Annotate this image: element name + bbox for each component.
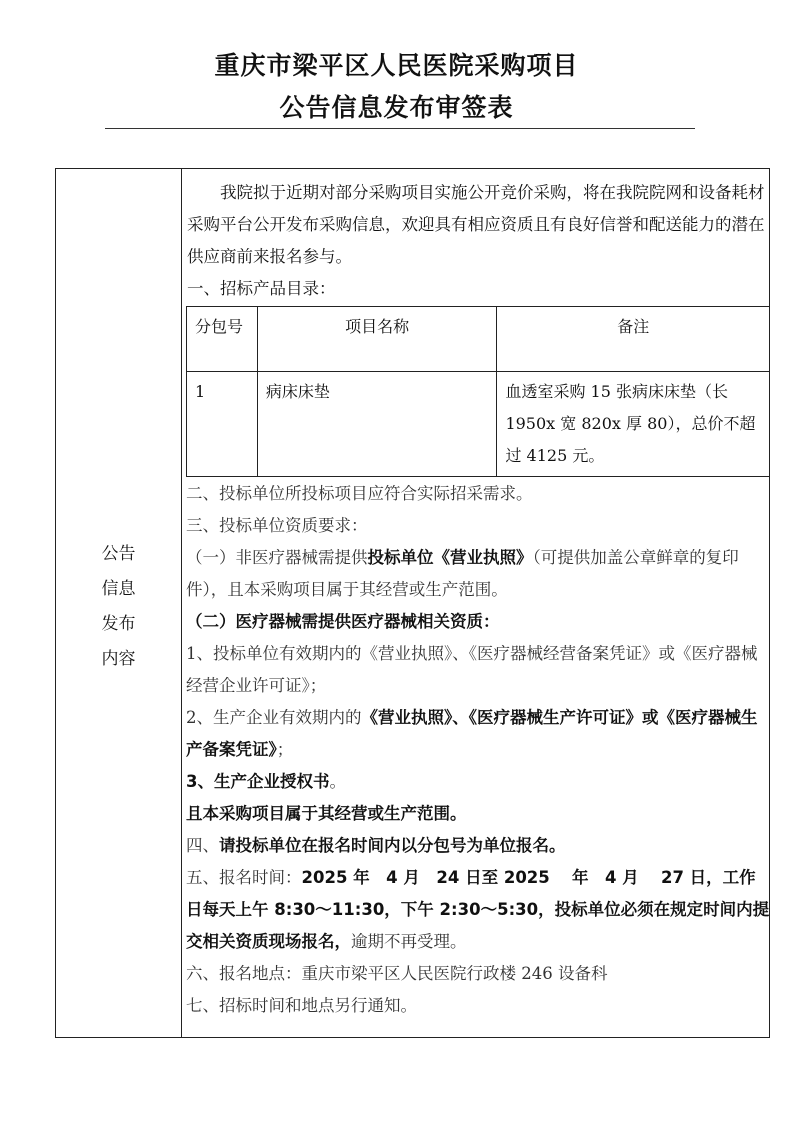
- section-7: 七、招标时间和地点另行通知。: [186, 996, 417, 1015]
- section-6: 六、报名地点：重庆市梁平区人民医院行政楼 246 设备科: [186, 964, 608, 983]
- document-title: 重庆市梁平区人民医院采购项目: [214, 51, 579, 80]
- intro-paragraph: 我院拟于近期对部分采购项目实施公开竞价采购，将在我院院网和设备耗材采购平台公开发布采购信息，欢迎具有相应资质且有良好信誉和配送能力的潜在供应商前来报名参与。: [187, 183, 765, 266]
- requirement-1: （一）非医疗器械需提供投标单位《营业执照》（可提供加盖公章鲜章的复印件），且本采购项目属于其经营或生产范围。: [186, 548, 739, 599]
- document-subtitle: 公告信息发布审签表: [279, 93, 514, 122]
- section-5: 五、报名时间：2025 年 4 月 24 日至 2025 年 4 月 27 日，工作日每天上午 8:30～11:30，下午 2:30～5:30，投标单位必须在规定时间内提交相关资质现场报名，逾期不再受理。: [186, 868, 770, 951]
- table-row: [187, 372, 770, 477]
- product-table-header: [187, 307, 770, 372]
- header-item-name: 项目名称: [257, 307, 497, 372]
- section-1-heading: 一、招标产品目录：: [187, 279, 336, 298]
- scope-statement: 且本采购项目属于其经营或生产范围。: [186, 804, 467, 823]
- header-remarks: 备注: [497, 307, 770, 372]
- section-4: 四、请投标单位在报名时间内以分包号为单位报名。: [186, 836, 566, 855]
- content-cell: [187, 177, 767, 305]
- row-label: 公告 信息 发布 内容: [101, 544, 136, 669]
- requirements-block: [186, 478, 770, 1022]
- label-cell: [56, 169, 181, 1037]
- requirement-item-3: 3、生产企业授权书。: [186, 772, 346, 791]
- requirement-item-2: 2、生产企业有效期内的《营业执照》、《医疗器械生产许可证》或《医疗器械生产备案凭证》；: [186, 708, 758, 759]
- title-divider: [105, 128, 695, 129]
- section-3: 三、投标单位资质要求：: [186, 516, 368, 535]
- product-table: [186, 306, 770, 477]
- requirement-2: （二）医疗器械需提供医疗器械相关资质：: [186, 612, 500, 631]
- cell-package-no: 1: [187, 372, 258, 477]
- cell-item-name: 病床床垫: [257, 372, 497, 477]
- section-2: 二、投标单位所投标项目应符合实际招采需求。: [186, 484, 533, 503]
- column-divider: [181, 169, 182, 1037]
- header-package-no: 分包号: [187, 307, 258, 372]
- requirement-item-1: 1、投标单位有效期内的《营业执照》、《医疗器械经营备案凭证》或《医疗器械经营企业许可证》；: [186, 644, 758, 695]
- cell-remarks: 血透室采购 15 张病床床垫（长 1950x 宽 820x 厚 80），总价不超过 4125 元。: [497, 372, 770, 477]
